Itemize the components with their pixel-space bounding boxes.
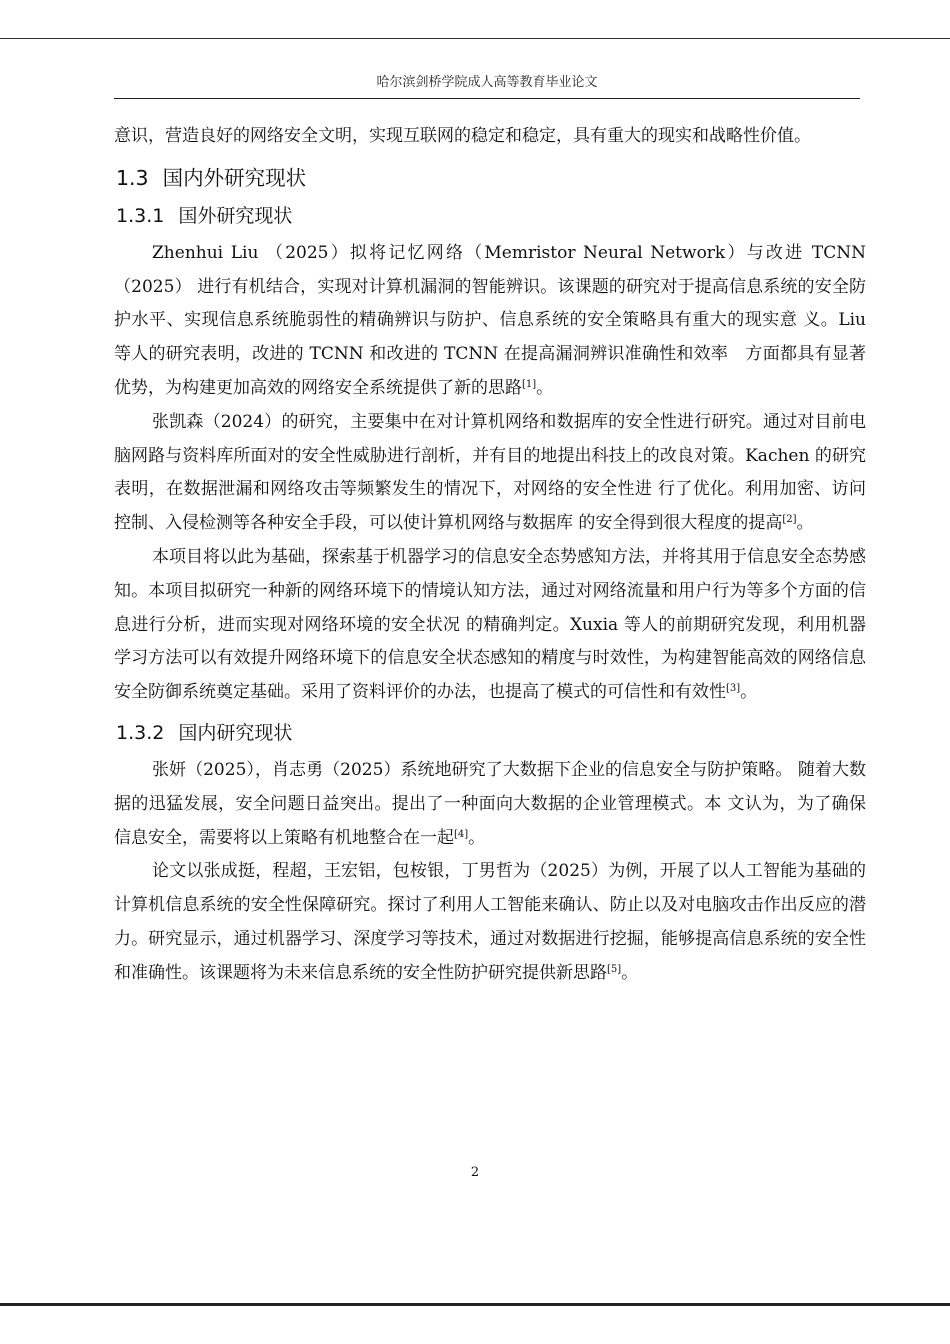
citation-ref: [5] bbox=[607, 963, 622, 975]
continuation-paragraph: 意识，营造良好的网络安全文明，实现互联网的稳定和稳定，具有重大的现实和战略性价值。 bbox=[114, 126, 811, 146]
paragraph bbox=[114, 406, 866, 541]
paragraph-text: 张凯森（2024）的研究，主要集中在对计算机网络和数据库的安全性进行研究。通过对目前电脑网路与资料库所面对的安全性威胁进行剖析，并有目的地提出科技上的改良对策。Kachen 的研究表明，在数据泄漏和网络攻击等频繁发生的情况下，对网络的安全性进 行了优化。利用加密、访问控制、入侵检测等各种安全手段，可以使计算机网络与数据库 的安全得到很大程度的提高 bbox=[114, 411, 866, 534]
subsection-heading-1-3-1 bbox=[116, 201, 866, 231]
paragraph bbox=[114, 237, 866, 406]
subsection-title: 国外研究现状 bbox=[178, 204, 293, 227]
citation-ref: [4] bbox=[454, 828, 469, 840]
paragraph-text: 张妍（2025），肖志勇（2025）系统地研究了大数据下企业的信息安全与防护策略。 随着大数据的迅猛发展，安全问题日益突出。提出了一种面向大数据的企业管理模式。本 文认为，为了确保信息安全，需要将以上策略有机地整合在一起 bbox=[114, 759, 866, 848]
page-bottom-rule bbox=[0, 1303, 950, 1306]
citation-ref: [3] bbox=[726, 683, 741, 695]
paragraph-text: 本项目将以此为基础，探索基于机器学习的信息安全态势感知方法，并将其用于信息安全态势感知。本项目拟研究一种新的网络环境下的情境认知方法，通过对网络流量和用户行为等多个方面的信息进行分析，进而实现对网络环境的安全状况 的精确判定。Xuxia 等人的前期研究发现，利用机器学习方法可以有效提升网络环境下的信息安全状态感知的精度与时效性，为构建智能高效的网络信息安全防御系统奠定基础。采用了资料评价的办法，也提高了模式的可信性和有效性 bbox=[114, 546, 866, 703]
paragraph-end: 。 bbox=[740, 682, 758, 703]
subsection-number: 1.3.2 bbox=[116, 721, 165, 744]
page-top-rule bbox=[0, 38, 950, 39]
paragraph-text: 论文以张成挺，程超，王宏铝，包桉银，丁男哲为（2025）为例，开展了以人工智能为基础的计算机信息系统的安全性保障研究。探讨了利用人工智能来确认、防止以及对电脑攻击作出反应的潜力。研究显示，通过机器学习、深度学习等技术，通过对数据进行挖掘，能够提高信息系统的安全性和准确性。该课题将为未来信息系统的安全性防护研究提供新思路 bbox=[114, 861, 866, 983]
section-heading-1-3 bbox=[116, 163, 866, 193]
paragraph-end: 。 bbox=[536, 377, 554, 398]
paragraph bbox=[114, 541, 866, 710]
citation-ref: [2] bbox=[782, 514, 797, 526]
section-title: 国内外研究现状 bbox=[162, 165, 307, 190]
page-body bbox=[114, 120, 866, 991]
page-number: 2 bbox=[470, 1165, 480, 1180]
subsection-title: 国内研究现状 bbox=[178, 721, 293, 744]
citation-ref: [1] bbox=[522, 378, 537, 390]
paragraph bbox=[114, 754, 866, 855]
paragraph-end: 。 bbox=[796, 513, 814, 534]
subsection-heading-1-3-2 bbox=[116, 718, 866, 748]
paragraph bbox=[114, 855, 866, 990]
paragraph-end: 。 bbox=[621, 962, 639, 983]
header-divider bbox=[114, 98, 860, 99]
subsection-number: 1.3.1 bbox=[116, 204, 165, 227]
section-number: 1.3 bbox=[116, 165, 149, 190]
paragraph-end: 。 bbox=[468, 827, 486, 848]
running-header: 哈尔滨剑桥学院成人高等教育毕业论文 bbox=[376, 75, 598, 90]
paragraph-text: Zhenhui Liu （2025）拟将记忆网络（Memristor Neural Network）与改进 TCNN（2025） 进行有机结合，实现对计算机漏洞的智能辨识。该课题的研究对于提高信息系统的安全防 护水平、实现信息系统脆弱性的精确辨识与防护、信息系统的安全策略具有重大的现实意 义。Liu 等人的研究表明，改进的 TCNN 和改进的 TCNN 在提高漏洞辨识准确性和效率 方面都具有显著优势，为构建更加高效的网络安全系统提供了新的思路 bbox=[114, 242, 866, 398]
